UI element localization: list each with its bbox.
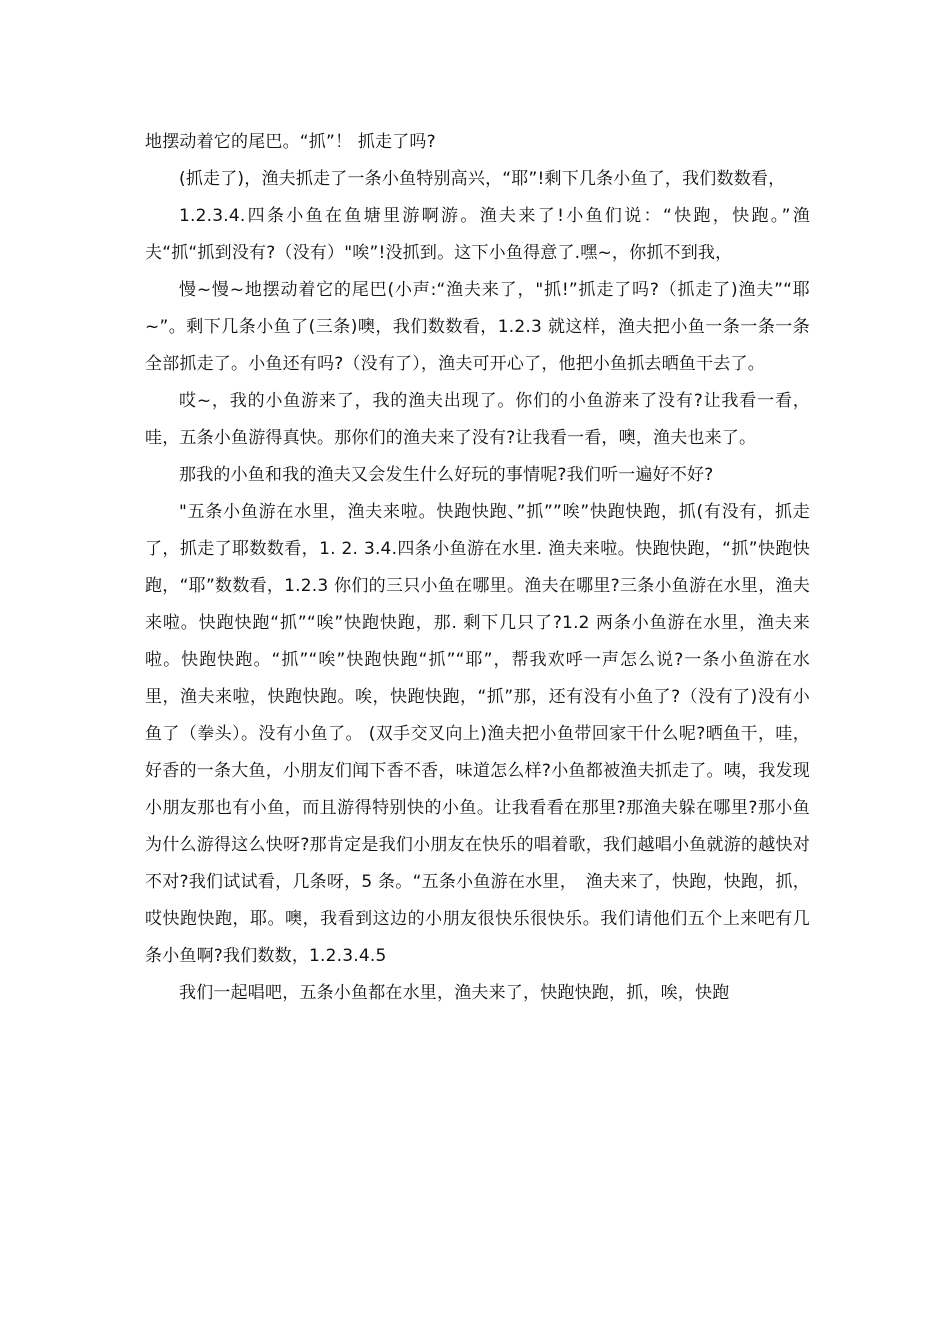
paragraph: 哎~，我的小鱼游来了，我的渔夫出现了。你们的小鱼游来了没有?让我看一看，哇，五条小鱼游得真快。那你们的渔夫来了没有?让我看一看，噢，渔夫也来了。 <box>145 391 810 448</box>
paragraph: "五条小鱼游在水里，渔夫来啦。快跑快跑、”抓””唉”快跑快跑，抓(有没有，抓走了，抓走了耶数数看，1. 2. 3.4.四条小鱼游在水里. 渔夫来啦。快跑快跑，“抓”快跑快跑，“耶”数数看，1.2.3 你们的三只小鱼在哪里。渔夫在哪里?三条小鱼游在水里，渔夫来啦。快跑快跑“抓”“唉”快跑快跑，那. 剩下几只了?1.2 两条小鱼游在水里，渔夫来啦。快跑快跑。“抓”“唉”快跑快跑“抓”“耶”，帮我欢呼一声怎么说?一条小鱼游在水里，渔夫来啦，快跑快跑。唉，快跑快跑，“抓”那，还有没有小鱼了?（没有了)没有小鱼了（拳头）。没有小鱼了。 (双手交叉向上)渔夫把小鱼带回家干什么呢?晒鱼干，哇，好香的一条大鱼，小朋友们闻下香不香，味道怎么样?小鱼都被渔夫抓走了。咦，我发现小朋友那也有小鱼，而且游得特别快的小鱼。让我看看在那里?那渔夫躲在哪里?那小鱼为什么游得这么快呀?那肯定是我们小朋友在快乐的唱着歌，我们越唱小鱼就游的越快对不对?我们试试看，几条呀，5 条。“五条小鱼游在水里， 渔夫来了，快跑，快跑，抓，哎快跑快跑，耶。噢，我看到这边的小朋友很快乐很快乐。我们请他们五个上来吧有几条小鱼啊?我们数数，1.2.3.4.5 <box>145 502 810 966</box>
document-body <box>145 124 810 1012</box>
paragraph: 慢~慢~地摆动着它的尾巴(小声:“渔夫来了，"抓!”抓走了吗?（抓走了)渔夫”“耶~”。剩下几条小鱼了(三条)噢，我们数数看，1.2.3 就这样，渔夫把小鱼一条一条一条全部抓走了。小鱼还有吗?（没有了），渔夫可开心了，他把小鱼抓去晒鱼干去了。 <box>145 280 810 374</box>
paragraph: 我们一起唱吧，五条小鱼都在水里，渔夫来了，快跑快跑，抓，唉，快跑 <box>179 983 730 1003</box>
paragraph: 地摆动着它的尾巴。“抓”！ 抓走了吗? <box>145 132 436 152</box>
paragraph: 那我的小鱼和我的渔夫又会发生什么好玩的事情呢?我们听一遍好不好? <box>179 465 714 485</box>
paragraph: (抓走了)，渔夫抓走了一条小鱼特别高兴，“耶”!剩下几条小鱼了，我们数数看， <box>179 169 786 189</box>
paragraph: 1.2.3.4.四条小鱼在鱼塘里游啊游。渔夫来了!小鱼们说：“快跑，快跑。”渔夫“抓“抓到没有?（没有）"唉”!没抓到。这下小鱼得意了.嘿~，你抓不到我， <box>145 206 810 263</box>
